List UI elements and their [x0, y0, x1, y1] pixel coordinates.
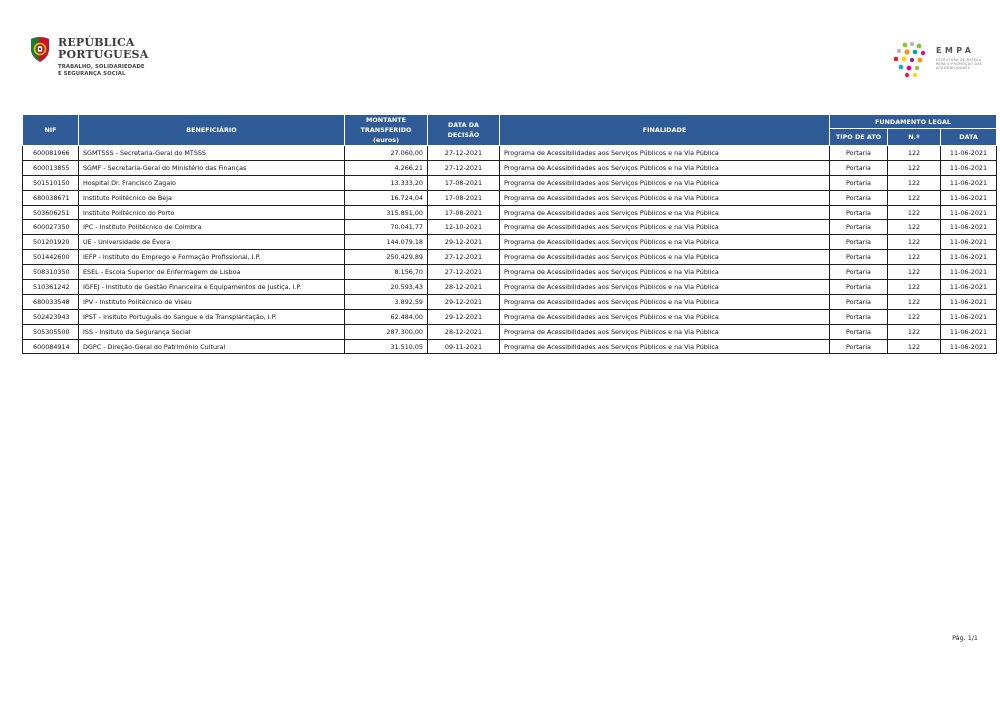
cell-numero: 122: [888, 190, 941, 205]
cell-numero: 122: [888, 235, 941, 250]
logo-name-line2: PORTUGUESA: [58, 48, 149, 61]
header-data-decisao-line1: DATA DA: [447, 121, 480, 129]
cell-data: 11-06-2021: [941, 235, 997, 250]
empa-subtitle-line2: PARA A PROMOÇÃO DAS: [936, 62, 983, 66]
cell-data: 11-06-2021: [941, 220, 997, 235]
table-row: [23, 175, 997, 190]
cell-montante: 250.429,89: [345, 250, 428, 265]
cell-numero: 122: [888, 160, 941, 175]
cell-nif: 680038671: [23, 190, 79, 205]
cell-data-decisao: 17-08-2021: [428, 190, 500, 205]
cell-montante: 8.156,70: [345, 265, 428, 280]
table-row: [23, 294, 997, 309]
cell-data-decisao: 29-12-2021: [428, 294, 500, 309]
cell-montante: 62.484,00: [345, 309, 428, 324]
cell-montante: 287.300,00: [345, 324, 428, 339]
cell-nif: 505305500: [23, 324, 79, 339]
header-fundamento-legal: FUNDAMENTO LEGAL: [830, 115, 997, 129]
table-row: [23, 324, 997, 339]
cell-finalidade: Programa de Acessibilidades aos Serviços Públicos e na Via Pública: [500, 235, 830, 250]
table-row: [23, 146, 997, 161]
cell-montante: 16.724,04: [345, 190, 428, 205]
cell-finalidade: Programa de Acessibilidades aos Serviços Públicos e na Via Pública: [500, 294, 830, 309]
empa-title: EMPA: [936, 46, 975, 55]
table-row: [23, 309, 997, 324]
cell-numero: 122: [888, 220, 941, 235]
header-nif: NIF: [23, 115, 79, 146]
cell-data-decisao: 27-12-2021: [428, 160, 500, 175]
cell-data-decisao: 29-12-2021: [428, 309, 500, 324]
cell-montante: 27.060,00: [345, 146, 428, 161]
cell-finalidade: Programa de Acessibilidades aos Serviços Públicos e na Via Pública: [500, 250, 830, 265]
table-row: [23, 280, 997, 295]
cell-beneficiario: ESEL - Escola Superior de Enfermagem de Lisboa: [79, 265, 345, 280]
table-row: [23, 339, 997, 354]
logo-ministry-line1: TRABALHO, SOLIDARIEDADE: [58, 64, 145, 70]
cell-numero: 122: [888, 250, 941, 265]
cell-montante: 20.593,43: [345, 280, 428, 295]
cell-montante: 70.041,77: [345, 220, 428, 235]
header-finalidade: FINALIDADE: [500, 115, 830, 146]
cell-nif: 600084914: [23, 339, 79, 354]
header-montante-line2: TRANSFERIDO: [360, 126, 412, 134]
cell-finalidade: Programa de Acessibilidades aos Serviços Públicos e na Via Pública: [500, 280, 830, 295]
cell-finalidade: Programa de Acessibilidades aos Serviços Públicos e na Via Pública: [500, 190, 830, 205]
cell-numero: 122: [888, 146, 941, 161]
cell-nif: 503606251: [23, 205, 79, 220]
cell-data: 11-06-2021: [941, 265, 997, 280]
cell-beneficiario: Instituto Politécnico do Porto: [79, 205, 345, 220]
cell-finalidade: Programa de Acessibilidades aos Serviços Públicos e na Via Pública: [500, 309, 830, 324]
cell-data-decisao: 27-12-2021: [428, 265, 500, 280]
header-montante-line3: (euros): [372, 136, 400, 144]
page-number: Pág. 1/1: [952, 634, 978, 642]
cell-numero: 122: [888, 175, 941, 190]
table-row: [23, 190, 997, 205]
header-montante-line1: MONTANTE: [365, 116, 407, 124]
cell-montante: 31.510,05: [345, 339, 428, 354]
cell-beneficiario: ISS - Insituto da Segurança Social: [79, 324, 345, 339]
cell-nif: 680033548: [23, 294, 79, 309]
table-row: [23, 235, 997, 250]
cell-numero: 122: [888, 205, 941, 220]
header-numero: N.º: [888, 129, 941, 146]
cell-numero: 122: [888, 294, 941, 309]
cell-tipo-ato: Portaria: [830, 294, 888, 309]
cell-beneficiario: IGFEJ - Instituto de Gestão Financeira e Equipamentos de Justiça, I.P.: [79, 280, 345, 295]
cell-tipo-ato: Portaria: [830, 175, 888, 190]
cell-data-decisao: 27-12-2021: [428, 146, 500, 161]
cell-data: 11-06-2021: [941, 280, 997, 295]
table-row: [23, 220, 997, 235]
cell-data-decisao: 17-08-2021: [428, 175, 500, 190]
cell-tipo-ato: Portaria: [830, 339, 888, 354]
cell-montante: 4.266,21: [345, 160, 428, 175]
cell-montante: 315.851,00: [345, 205, 428, 220]
republica-portuguesa-logo: [28, 33, 178, 83]
cell-finalidade: Programa de Acessibilidades aos Serviços Públicos e na Via Pública: [500, 220, 830, 235]
cell-finalidade: Programa de Acessibilidades aos Serviços Públicos e na Via Pública: [500, 146, 830, 161]
cell-data-decisao: 17-08-2021: [428, 205, 500, 220]
cell-finalidade: Programa de Acessibilidades aos Serviços Públicos e na Via Pública: [500, 205, 830, 220]
cell-data-decisao: 12-10-2021: [428, 220, 500, 235]
cell-nif: 600013855: [23, 160, 79, 175]
cell-tipo-ato: Portaria: [830, 309, 888, 324]
cell-tipo-ato: Portaria: [830, 160, 888, 175]
cell-data-decisao: 09-11-2021: [428, 339, 500, 354]
cell-numero: 122: [888, 309, 941, 324]
cell-montante: 3.892,59: [345, 294, 428, 309]
header-beneficiario: BENEFICIÁRIO: [79, 115, 345, 146]
cell-data: 11-06-2021: [941, 205, 997, 220]
empa-subtitle-line3: ACESSIBILIDADES: [936, 66, 971, 70]
table-row: [23, 160, 997, 175]
table-body: [23, 146, 997, 354]
cell-finalidade: Programa de Acessibilidades aos Serviços Públicos e na Via Pública: [500, 175, 830, 190]
empa-dots-logo-icon: [893, 40, 933, 78]
cell-nif: 508310350: [23, 265, 79, 280]
cell-data-decisao: 29-12-2021: [428, 235, 500, 250]
cell-beneficiario: Hospital Dr. Francisco Zagalo: [79, 175, 345, 190]
cell-montante: 13.333,20: [345, 175, 428, 190]
header-data-decisao-line2: DECISÃO: [447, 131, 480, 139]
transfers-table: [22, 114, 997, 354]
cell-tipo-ato: Portaria: [830, 235, 888, 250]
cell-nif: 501201920: [23, 235, 79, 250]
table-row: [23, 265, 997, 280]
logo-name-line1: REPÚBLICA: [58, 36, 135, 49]
cell-finalidade: Programa de Acessibilidades aos Serviços Públicos e na Via Pública: [500, 324, 830, 339]
cell-numero: 122: [888, 324, 941, 339]
cell-beneficiario: IPST - Insituto Português do Sangue e da Transplantação, I.P.: [79, 309, 345, 324]
header-data-decisao: [428, 115, 500, 146]
cell-tipo-ato: Portaria: [830, 324, 888, 339]
cell-tipo-ato: Portaria: [830, 250, 888, 265]
cell-finalidade: Programa de Acessibilidades aos Serviços Públicos e na Via Pública: [500, 265, 830, 280]
cell-beneficiario: SGMTSSS - Secretaria-Geral do MTSSS: [79, 146, 345, 161]
cell-finalidade: Programa de Acessibilidades aos Serviços Públicos e na Via Pública: [500, 339, 830, 354]
cell-data: 11-06-2021: [941, 175, 997, 190]
cell-montante: 144.079,18: [345, 235, 428, 250]
cell-nif: 600027350: [23, 220, 79, 235]
cell-data-decisao: 27-12-2021: [428, 250, 500, 265]
cell-nif: 501442600: [23, 250, 79, 265]
cell-nif: 510361242: [23, 280, 79, 295]
cell-data: 11-06-2021: [941, 294, 997, 309]
cell-tipo-ato: Portaria: [830, 220, 888, 235]
logo-ministry-line2: E SEGURANÇA SOCIAL: [58, 71, 126, 77]
cell-finalidade: Programa de Acessibilidades aos Serviços Públicos e na Via Pública: [500, 160, 830, 175]
empa-subtitle-line1: ESTRUTURA DE MISSÃO: [936, 58, 982, 62]
portuguese-republic-emblem-icon: [28, 35, 52, 63]
cell-data-decisao: 28-12-2021: [428, 324, 500, 339]
cell-data: 11-06-2021: [941, 339, 997, 354]
cell-beneficiario: DGPC - Direção-Geral do Património Cultural: [79, 339, 345, 354]
cell-nif: 502423943: [23, 309, 79, 324]
empa-logo: [893, 40, 983, 80]
cell-tipo-ato: Portaria: [830, 190, 888, 205]
cell-numero: 122: [888, 265, 941, 280]
cell-data: 11-06-2021: [941, 309, 997, 324]
cell-tipo-ato: Portaria: [830, 146, 888, 161]
cell-data: 11-06-2021: [941, 160, 997, 175]
cell-nif: 600081966: [23, 146, 79, 161]
cell-beneficiario: IPC - Instituto Politécnico de Coimbra: [79, 220, 345, 235]
cell-numero: 122: [888, 339, 941, 354]
cell-beneficiario: IPV - Instituto Politécnico de Viseu: [79, 294, 345, 309]
cell-beneficiario: IEFP - Instituto do Emprego e Formação Profissional, I.P.: [79, 250, 345, 265]
cell-data: 11-06-2021: [941, 146, 997, 161]
cell-data: 11-06-2021: [941, 250, 997, 265]
cell-numero: 122: [888, 280, 941, 295]
cell-tipo-ato: Portaria: [830, 280, 888, 295]
cell-data: 11-06-2021: [941, 190, 997, 205]
table-row: [23, 205, 997, 220]
cell-data-decisao: 28-12-2021: [428, 280, 500, 295]
cell-data: 11-06-2021: [941, 324, 997, 339]
cell-nif: 501510150: [23, 175, 79, 190]
cell-tipo-ato: Portaria: [830, 205, 888, 220]
table-row: [23, 250, 997, 265]
cell-beneficiario: Instituto Politécnico de Beja: [79, 190, 345, 205]
header-data: DATA: [941, 129, 997, 146]
cell-tipo-ato: Portaria: [830, 265, 888, 280]
cell-beneficiario: UE - Universidade de Évora: [79, 235, 345, 250]
header-tipo-ato: TIPO DE ATO: [830, 129, 888, 146]
header-montante: [345, 115, 428, 146]
cell-beneficiario: SGMF - Secretaria-Geral do Ministério das Finanças: [79, 160, 345, 175]
